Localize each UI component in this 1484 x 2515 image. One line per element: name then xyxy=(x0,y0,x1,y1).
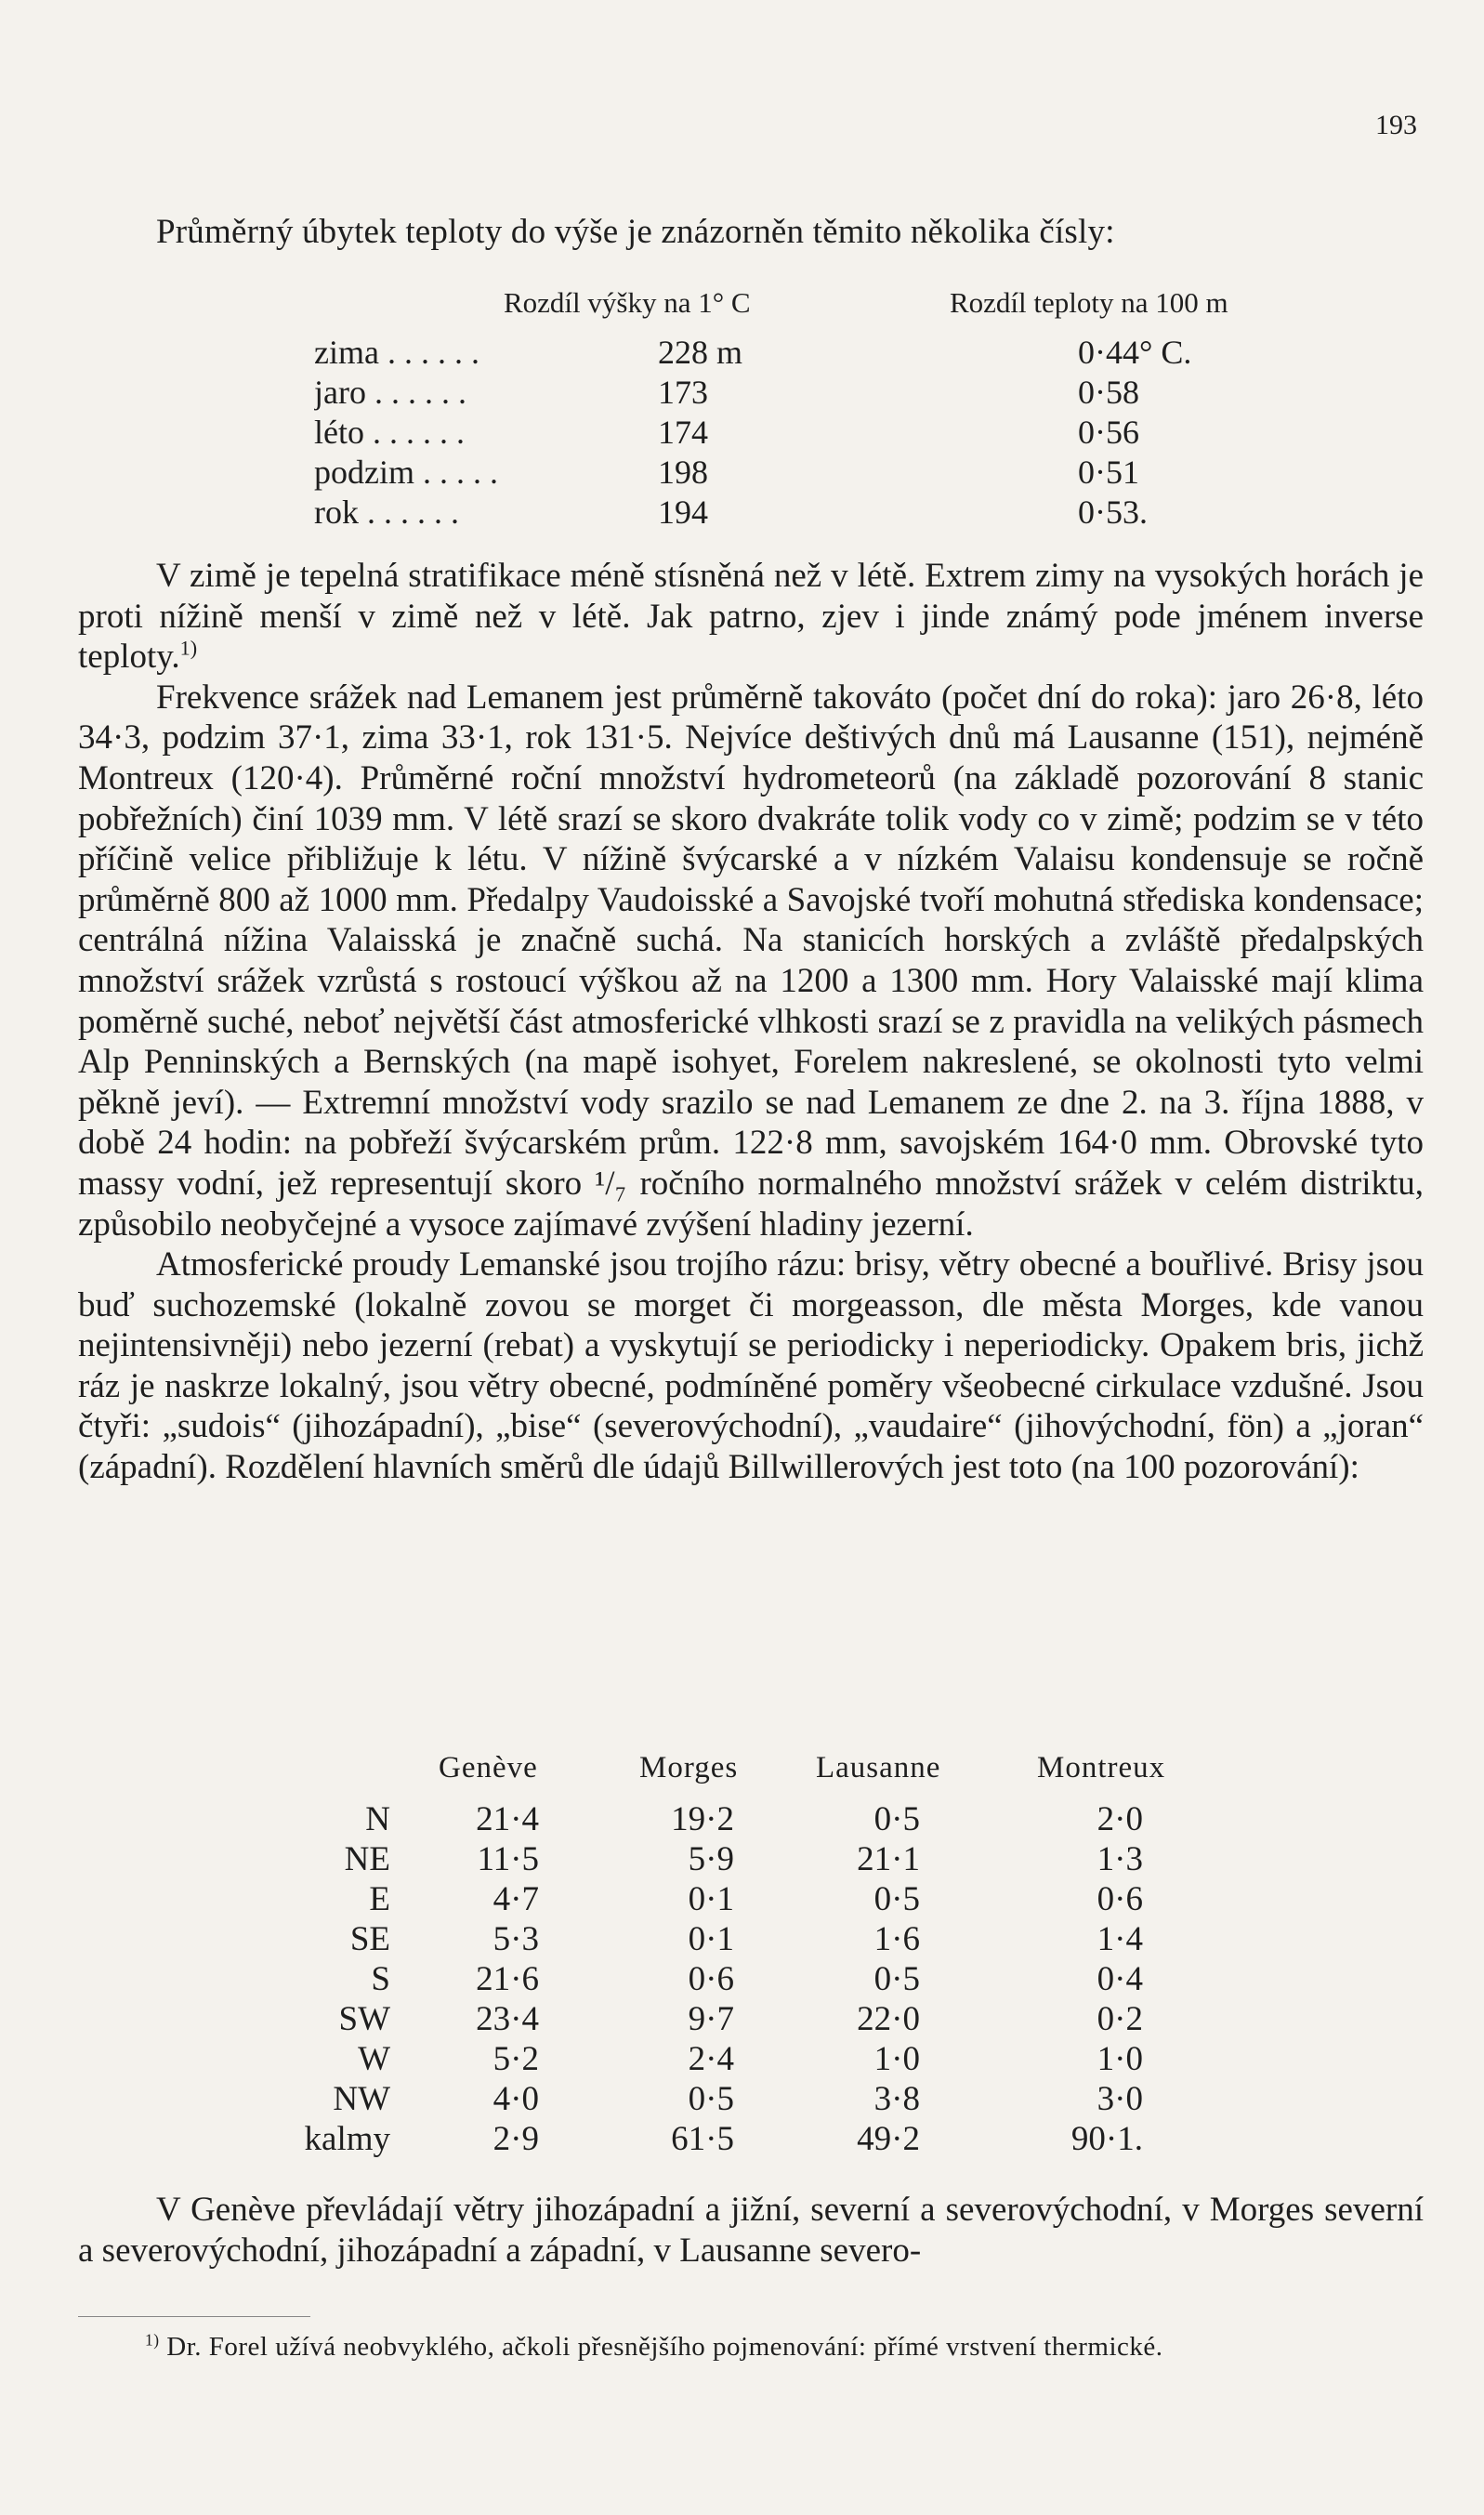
temp-value: 0·56 xyxy=(1078,414,1139,451)
temp-value: 0·44° C. xyxy=(1078,334,1192,371)
footnote-ref: 1) xyxy=(179,636,198,660)
lausanne-value: 3·8 xyxy=(873,2080,920,2118)
table-row xyxy=(0,2079,1484,2118)
season-label: zima . . . . . . xyxy=(314,334,479,371)
table-row xyxy=(0,1879,1484,1918)
direction-label: NW xyxy=(333,2080,390,2118)
season-label: jaro . . . . . . xyxy=(314,374,466,411)
geneve-value: 4·0 xyxy=(492,2080,539,2118)
geneve-value: 21·4 xyxy=(476,1800,539,1838)
table2-header-morges: Morges xyxy=(639,1751,739,1784)
montreux-value: 0·6 xyxy=(1097,1880,1143,1918)
table-row xyxy=(0,2119,1484,2158)
lausanne-value: 1·6 xyxy=(873,1920,920,1958)
intro-sentence: Průměrný úbytek teploty do výše je znázorněn těmito několika čísly: xyxy=(156,213,1115,251)
geneve-value: 4·7 xyxy=(492,1880,539,1918)
lausanne-value: 0·5 xyxy=(873,1800,920,1838)
montreux-value: 1·0 xyxy=(1097,2040,1143,2078)
season-label: podzim . . . . . xyxy=(314,454,498,491)
direction-label: N xyxy=(365,1800,390,1838)
direction-label: W xyxy=(358,2040,390,2078)
height-value: 194 xyxy=(658,494,708,531)
montreux-value: 0·2 xyxy=(1097,2000,1143,2038)
table2-header-lausanne: Lausanne xyxy=(816,1751,941,1784)
montreux-value: 1·3 xyxy=(1097,1840,1143,1878)
paragraph-inversion xyxy=(78,556,1424,678)
morges-value: 19·2 xyxy=(671,1800,734,1838)
height-value: 173 xyxy=(658,374,708,411)
body-text-lower xyxy=(78,2190,1424,2271)
montreux-value: 1·4 xyxy=(1097,1920,1143,1958)
geneve-value: 5·2 xyxy=(492,2040,539,2078)
lausanne-value: 22·0 xyxy=(857,2000,920,2038)
morges-value: 0·5 xyxy=(688,2080,734,2118)
height-value: 174 xyxy=(658,414,708,451)
table-row xyxy=(0,1959,1484,1998)
table-row xyxy=(0,1839,1484,1878)
direction-label: S xyxy=(371,1960,390,1998)
montreux-value: 3·0 xyxy=(1097,2080,1143,2118)
temp-value: 0·51 xyxy=(1078,454,1139,491)
footnote xyxy=(78,2329,1424,2364)
table-row xyxy=(0,2039,1484,2078)
morges-value: 9·7 xyxy=(688,2000,734,2038)
footnote-mark: 1) xyxy=(145,2330,160,2350)
table-row xyxy=(0,1799,1484,1838)
table-row xyxy=(0,1919,1484,1958)
paragraph-prevailing-winds: V Genève převládají větry jihozápadní a jižní, severní a severovýchodní, v Morges severní a severovýchodní, jihozápadní a západní, v Lausanne severo- xyxy=(78,2191,1424,2270)
temp-value: 0·58 xyxy=(1078,374,1139,411)
geneve-value: 2·9 xyxy=(492,2120,539,2158)
table2-header-montreux: Montreux xyxy=(1037,1751,1166,1784)
footnote-text: Dr. Forel užívá neobvyklého, ačkoli přesnějšího pojmenování: přímé vrstvení thermické. xyxy=(166,2332,1163,2362)
geneve-value: 21·6 xyxy=(476,1960,539,1998)
lausanne-value: 1·0 xyxy=(873,2040,920,2078)
geneve-value: 11·5 xyxy=(477,1840,539,1878)
morges-value: 2·4 xyxy=(688,2040,734,2078)
morges-value: 0·1 xyxy=(688,1880,734,1918)
lausanne-value: 49·2 xyxy=(857,2120,920,2158)
morges-value: 61·5 xyxy=(671,2120,734,2158)
direction-label: NE xyxy=(344,1840,390,1878)
montreux-value: 0·4 xyxy=(1097,1960,1143,1998)
morges-value: 0·1 xyxy=(688,1920,734,1958)
lausanne-value: 0·5 xyxy=(873,1880,920,1918)
direction-label: E xyxy=(369,1880,390,1918)
morges-value: 0·6 xyxy=(688,1960,734,1998)
montreux-value: 2·0 xyxy=(1097,1800,1143,1838)
height-value: 198 xyxy=(658,454,708,491)
height-value: 228 m xyxy=(658,334,743,371)
paragraph-precipitation: Frekvence srážek nad Lemanem jest průměrně takováto (počet dní do roka): jaro 26·8, léto 34·3, podzim 37·1, zima 33·1, rok 131·5. Nejvíce deštivých dnů má Lausanne (151), nejméně Montreux (120·4). Průměrné roční množství hydrometeorů (na základě pozorování 8 stanic pobřežních) činí 1039 mm. V létě srazí se skoro dvakráte tolik vody co v zimě; podzim se v této příčině velice přibližuje k létu. V nížině švýcarské a v nízkém Valaisu kondensuje se ročně průměrně 800 až 1000 mm. Předalpy Vaudoisské a Savojské tvoří mohutná střediska kondensace; centrálná nížina Valaisská je značně suchá. Na stanicích horských a zvláště předalpských množství srážek vzrůstá s rostoucí výškou až na 1200 a 1300 mm. Hory Valaisské mají klima poměrně suché, neboť největší část atmosferické vlhkosti srazí se z pravidla na velikých pásmech Alp Penninských a Bernských (na mapě isohyet, Forelem nakreslené, se okolnosti tyto velmi pěkně jeví). — Extremní množství vody srazilo se nad Lemanem ze dne 2. na 3. října 1888, v době 24 hodin: na pobřeží švýcarském prům. 122·8 mm, savojském 164·0 mm. Obrovské tyto massy vodní, jež representují skoro ¹/₇ ročního normalného množství srážek v celém distriktu, způsobilo neobyčejné a vysoce zajímavé zvýšení hladiny jezerní. xyxy=(78,678,1424,1244)
footnote-divider xyxy=(78,2316,310,2317)
lausanne-value: 0·5 xyxy=(873,1960,920,1998)
page-number: 193 xyxy=(1375,110,1417,140)
montreux-value: 90·1. xyxy=(1070,2120,1143,2158)
direction-label: SE xyxy=(349,1920,390,1958)
geneve-value: 23·4 xyxy=(476,2000,539,2038)
table-row xyxy=(0,1999,1484,2038)
body-text-upper xyxy=(78,556,1424,1488)
temp-value: 0·53. xyxy=(1078,494,1148,531)
direction-label: kalmy xyxy=(304,2120,390,2158)
direction-label: SW xyxy=(338,2000,390,2038)
paragraph-inversion-text: V zimě je tepelná stratifikace méně stísněná než v létě. Extrem zimy na vysokých horách je proti nížině menší v zimě než v létě. Jak patrno, zjev i jinde známý pode jménem inverse teploty. xyxy=(78,557,1424,677)
table2-header-geneve: Genève xyxy=(439,1751,538,1784)
table1-header-temp: Rozdíl teploty na 100 m xyxy=(950,286,1228,319)
lausanne-value: 21·1 xyxy=(857,1840,920,1878)
season-label: léto . . . . . . xyxy=(314,414,465,451)
geneve-value: 5·3 xyxy=(492,1920,539,1958)
morges-value: 5·9 xyxy=(688,1840,734,1878)
paragraph-winds: Atmosferické proudy Lemanské jsou trojího rázu: brisy, větry obecné a bouřlivé. Brisy jsou buď suchozemské (lokalně zovou se morget či morgeasson, dle města Morges, kde vanou nejintensivněji) nebo jezerní (rebat) a vyskytují se periodicky i neperiodicky. Opakem bris, jichž ráz je naskrze lokalný, jsou větry obecné, podmíněné poměry všeobecné cirkulace vzdušné. Jsou čtyři: „sudois“ (jihozápadní), „bise“ (severovýchodní), „vaudaire“ (jihovýchodní, fön) a „joran“ (západní). Rozdělení hlavních směrů dle údajů Billwillerových jest toto (na 100 pozorování): xyxy=(78,1245,1424,1487)
season-label: rok . . . . . . xyxy=(314,494,459,531)
table1-header-height: Rozdíl výšky na 1° C xyxy=(504,286,751,319)
